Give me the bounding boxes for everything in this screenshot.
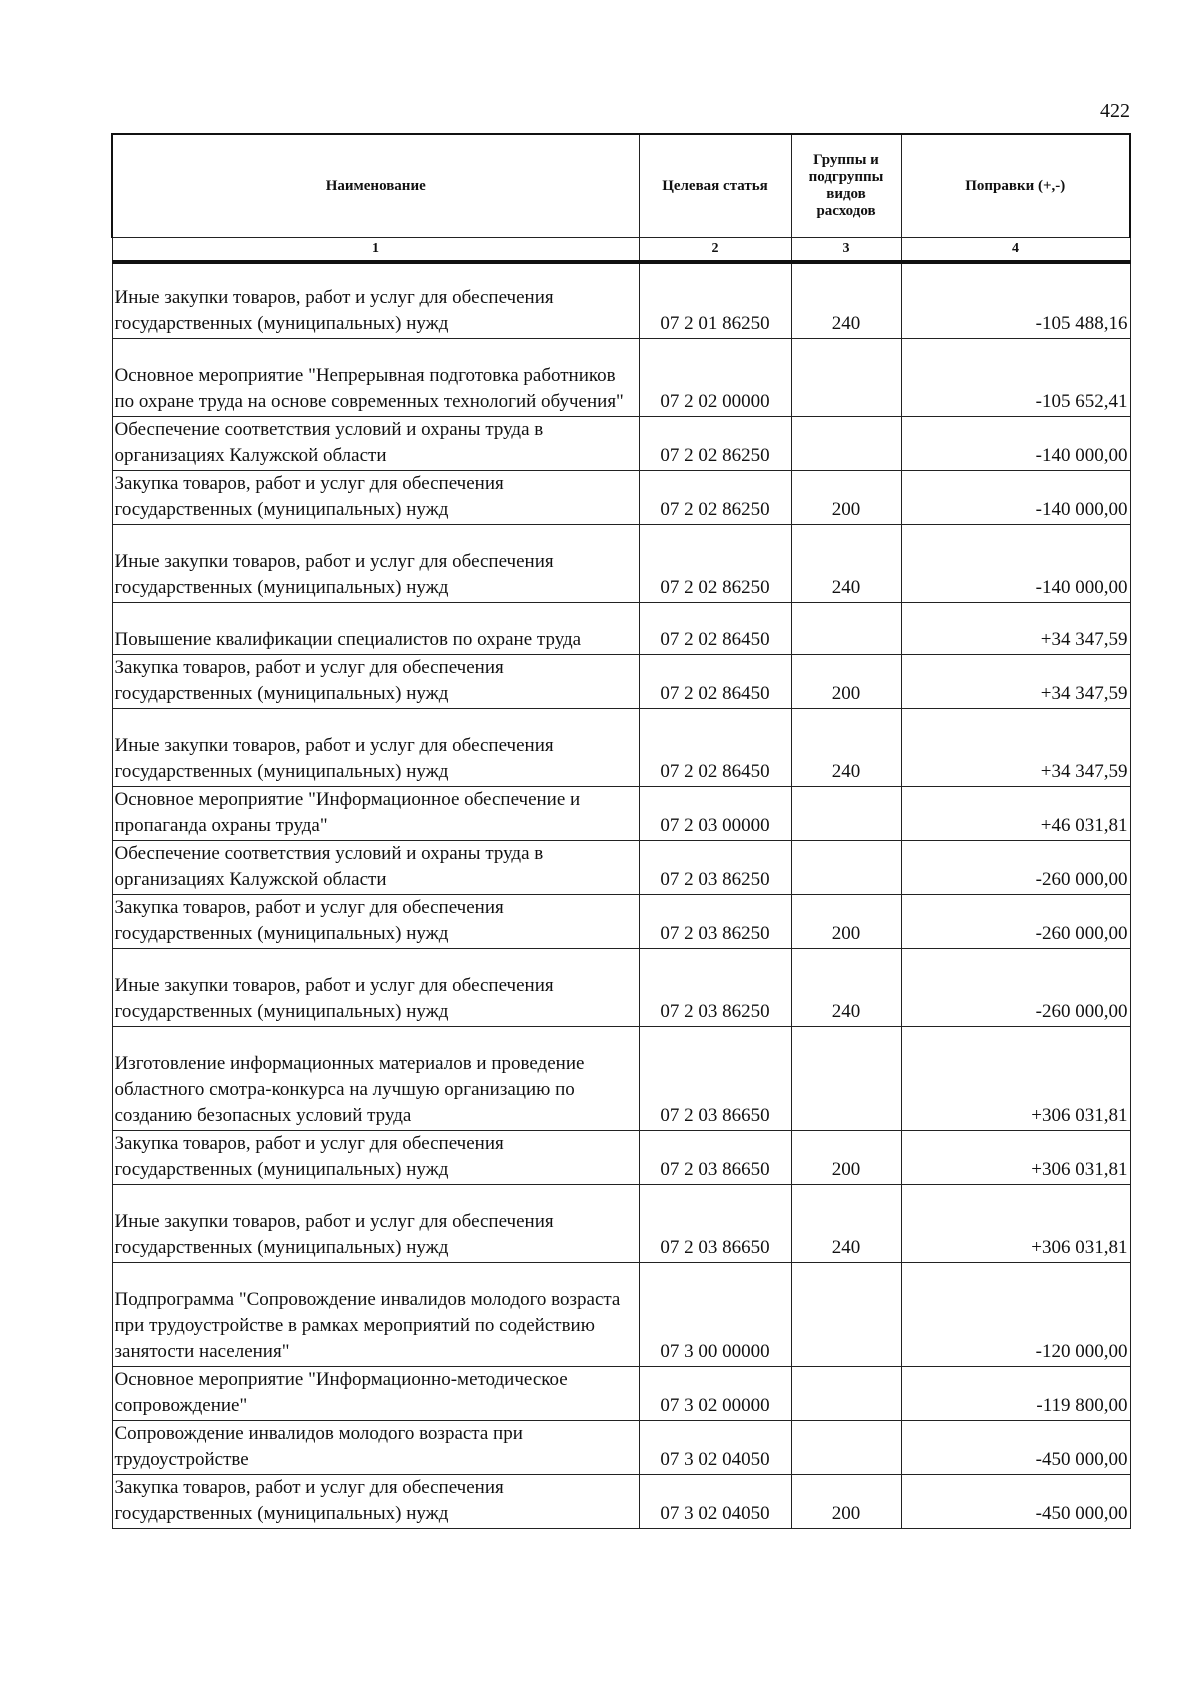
row-name-cell: Закупка товаров, работ и услуг для обеспечения государственных (муниципальных) нужд	[112, 470, 639, 524]
row-amendment-cell: +306 031,81	[901, 1130, 1130, 1184]
table-row	[112, 416, 1130, 470]
row-expense-group-cell: 200	[791, 1474, 901, 1528]
row-name-cell: Иные закупки товаров, работ и услуг для обеспечения государственных (муниципальных) нужд	[112, 1184, 639, 1262]
row-target-article-cell: 07 3 00 00000	[639, 1262, 791, 1366]
row-amendment-cell: -140 000,00	[901, 524, 1130, 602]
row-amendment-cell: -120 000,00	[901, 1262, 1130, 1366]
header-col-number-2: 2	[639, 238, 791, 263]
row-amendment-cell: -260 000,00	[901, 948, 1130, 1026]
row-amendment-cell: +34 347,59	[901, 654, 1130, 708]
row-amendment-cell: +306 031,81	[901, 1184, 1130, 1262]
row-amendment-cell: -450 000,00	[901, 1420, 1130, 1474]
row-expense-group-cell	[791, 1366, 901, 1420]
header-col-number-4: 4	[901, 238, 1130, 263]
page-number: 422	[1100, 100, 1130, 122]
row-name-cell: Закупка товаров, работ и услуг для обеспечения государственных (муниципальных) нужд	[112, 894, 639, 948]
row-amendment-cell: -450 000,00	[901, 1474, 1130, 1528]
row-target-article-cell: 07 2 02 86250	[639, 524, 791, 602]
table-row	[112, 708, 1130, 786]
row-expense-group-cell: 240	[791, 948, 901, 1026]
table-row	[112, 654, 1130, 708]
row-name-cell: Сопровождение инвалидов молодого возраста при трудоустройстве	[112, 1420, 639, 1474]
row-target-article-cell: 07 2 03 86250	[639, 840, 791, 894]
row-expense-group-cell: 240	[791, 1184, 901, 1262]
row-name-cell: Закупка товаров, работ и услуг для обеспечения государственных (муниципальных) нужд	[112, 1474, 639, 1528]
table-row	[112, 1184, 1130, 1262]
header-col-number-3: 3	[791, 238, 901, 263]
table-header	[112, 134, 1130, 262]
row-expense-group-cell	[791, 338, 901, 416]
row-target-article-cell: 07 2 02 86450	[639, 654, 791, 708]
row-name-cell: Закупка товаров, работ и услуг для обеспечения государственных (муниципальных) нужд	[112, 654, 639, 708]
row-amendment-cell: +34 347,59	[901, 708, 1130, 786]
row-amendment-cell: -119 800,00	[901, 1366, 1130, 1420]
header-amendments: Поправки (+,-)	[901, 134, 1130, 238]
table-row	[112, 1474, 1130, 1528]
row-expense-group-cell: 240	[791, 262, 901, 338]
row-amendment-cell: -260 000,00	[901, 840, 1130, 894]
row-target-article-cell: 07 2 03 86650	[639, 1130, 791, 1184]
row-name-cell: Основное мероприятие "Информационное обеспечение и пропаганда охраны труда"	[112, 786, 639, 840]
row-amendment-cell: -140 000,00	[901, 416, 1130, 470]
row-target-article-cell: 07 3 02 04050	[639, 1420, 791, 1474]
row-name-cell: Закупка товаров, работ и услуг для обеспечения государственных (муниципальных) нужд	[112, 1130, 639, 1184]
row-target-article-cell: 07 2 02 86250	[639, 470, 791, 524]
row-name-cell: Основное мероприятие "Информационно-методическое сопровождение"	[112, 1366, 639, 1420]
table-row	[112, 1366, 1130, 1420]
row-target-article-cell: 07 2 03 86650	[639, 1026, 791, 1130]
table-row	[112, 602, 1130, 654]
row-expense-group-cell: 200	[791, 1130, 901, 1184]
row-amendment-cell: -105 652,41	[901, 338, 1130, 416]
row-target-article-cell: 07 3 02 00000	[639, 1366, 791, 1420]
row-target-article-cell: 07 2 02 86450	[639, 708, 791, 786]
table-row	[112, 262, 1130, 338]
row-name-cell: Обеспечение соответствия условий и охраны труда в организациях Калужской области	[112, 840, 639, 894]
table-row	[112, 894, 1130, 948]
row-amendment-cell: -260 000,00	[901, 894, 1130, 948]
row-target-article-cell: 07 2 02 00000	[639, 338, 791, 416]
row-expense-group-cell	[791, 1026, 901, 1130]
table-row	[112, 1026, 1130, 1130]
row-expense-group-cell	[791, 1420, 901, 1474]
table-row	[112, 524, 1130, 602]
row-expense-group-cell: 200	[791, 470, 901, 524]
row-expense-group-cell: 200	[791, 894, 901, 948]
header-col-number-1: 1	[112, 238, 639, 263]
row-expense-group-cell: 240	[791, 708, 901, 786]
row-name-cell: Иные закупки товаров, работ и услуг для обеспечения государственных (муниципальных) нужд	[112, 524, 639, 602]
header-expense-group: Группы и подгруппы видов расходов	[791, 134, 901, 238]
header-target-article: Целевая статья	[639, 134, 791, 238]
row-expense-group-cell	[791, 416, 901, 470]
table-body	[112, 262, 1130, 1528]
row-expense-group-cell	[791, 840, 901, 894]
table-row	[112, 840, 1130, 894]
table-row	[112, 1130, 1130, 1184]
row-name-cell: Подпрограмма "Сопровождение инвалидов молодого возраста при трудоустройстве в рамках мероприятий по содействию занятости населения"	[112, 1262, 639, 1366]
row-name-cell: Основное мероприятие "Непрерывная подготовка работников по охране труда на основе современных технологий обучения"	[112, 338, 639, 416]
row-amendment-cell: +46 031,81	[901, 786, 1130, 840]
row-target-article-cell: 07 2 03 00000	[639, 786, 791, 840]
table-row	[112, 1262, 1130, 1366]
row-name-cell: Обеспечение соответствия условий и охраны труда в организациях Калужской области	[112, 416, 639, 470]
row-expense-group-cell: 240	[791, 524, 901, 602]
budget-amendments-table	[111, 133, 1131, 1529]
table-row	[112, 1420, 1130, 1474]
row-name-cell: Изготовление информационных материалов и проведение областного смотра-конкурса на лучшую организацию по созданию безопасных условий труда	[112, 1026, 639, 1130]
table-row	[112, 338, 1130, 416]
row-amendment-cell: -105 488,16	[901, 262, 1130, 338]
row-name-cell: Иные закупки товаров, работ и услуг для обеспечения государственных (муниципальных) нужд	[112, 708, 639, 786]
table-row	[112, 470, 1130, 524]
row-target-article-cell: 07 2 02 86450	[639, 602, 791, 654]
row-expense-group-cell	[791, 602, 901, 654]
row-target-article-cell: 07 3 02 04050	[639, 1474, 791, 1528]
row-amendment-cell: +34 347,59	[901, 602, 1130, 654]
row-target-article-cell: 07 2 03 86250	[639, 948, 791, 1026]
header-name: Наименование	[112, 134, 639, 238]
row-target-article-cell: 07 2 03 86250	[639, 894, 791, 948]
row-target-article-cell: 07 2 03 86650	[639, 1184, 791, 1262]
row-target-article-cell: 07 2 02 86250	[639, 416, 791, 470]
row-name-cell: Повышение квалификации специалистов по охране труда	[112, 602, 639, 654]
table-row	[112, 786, 1130, 840]
row-expense-group-cell	[791, 1262, 901, 1366]
row-amendment-cell: +306 031,81	[901, 1026, 1130, 1130]
row-name-cell: Иные закупки товаров, работ и услуг для обеспечения государственных (муниципальных) нужд	[112, 948, 639, 1026]
row-amendment-cell: -140 000,00	[901, 470, 1130, 524]
table-row	[112, 948, 1130, 1026]
row-name-cell: Иные закупки товаров, работ и услуг для обеспечения государственных (муниципальных) нужд	[112, 262, 639, 338]
row-target-article-cell: 07 2 01 86250	[639, 262, 791, 338]
row-expense-group-cell	[791, 786, 901, 840]
row-expense-group-cell: 200	[791, 654, 901, 708]
